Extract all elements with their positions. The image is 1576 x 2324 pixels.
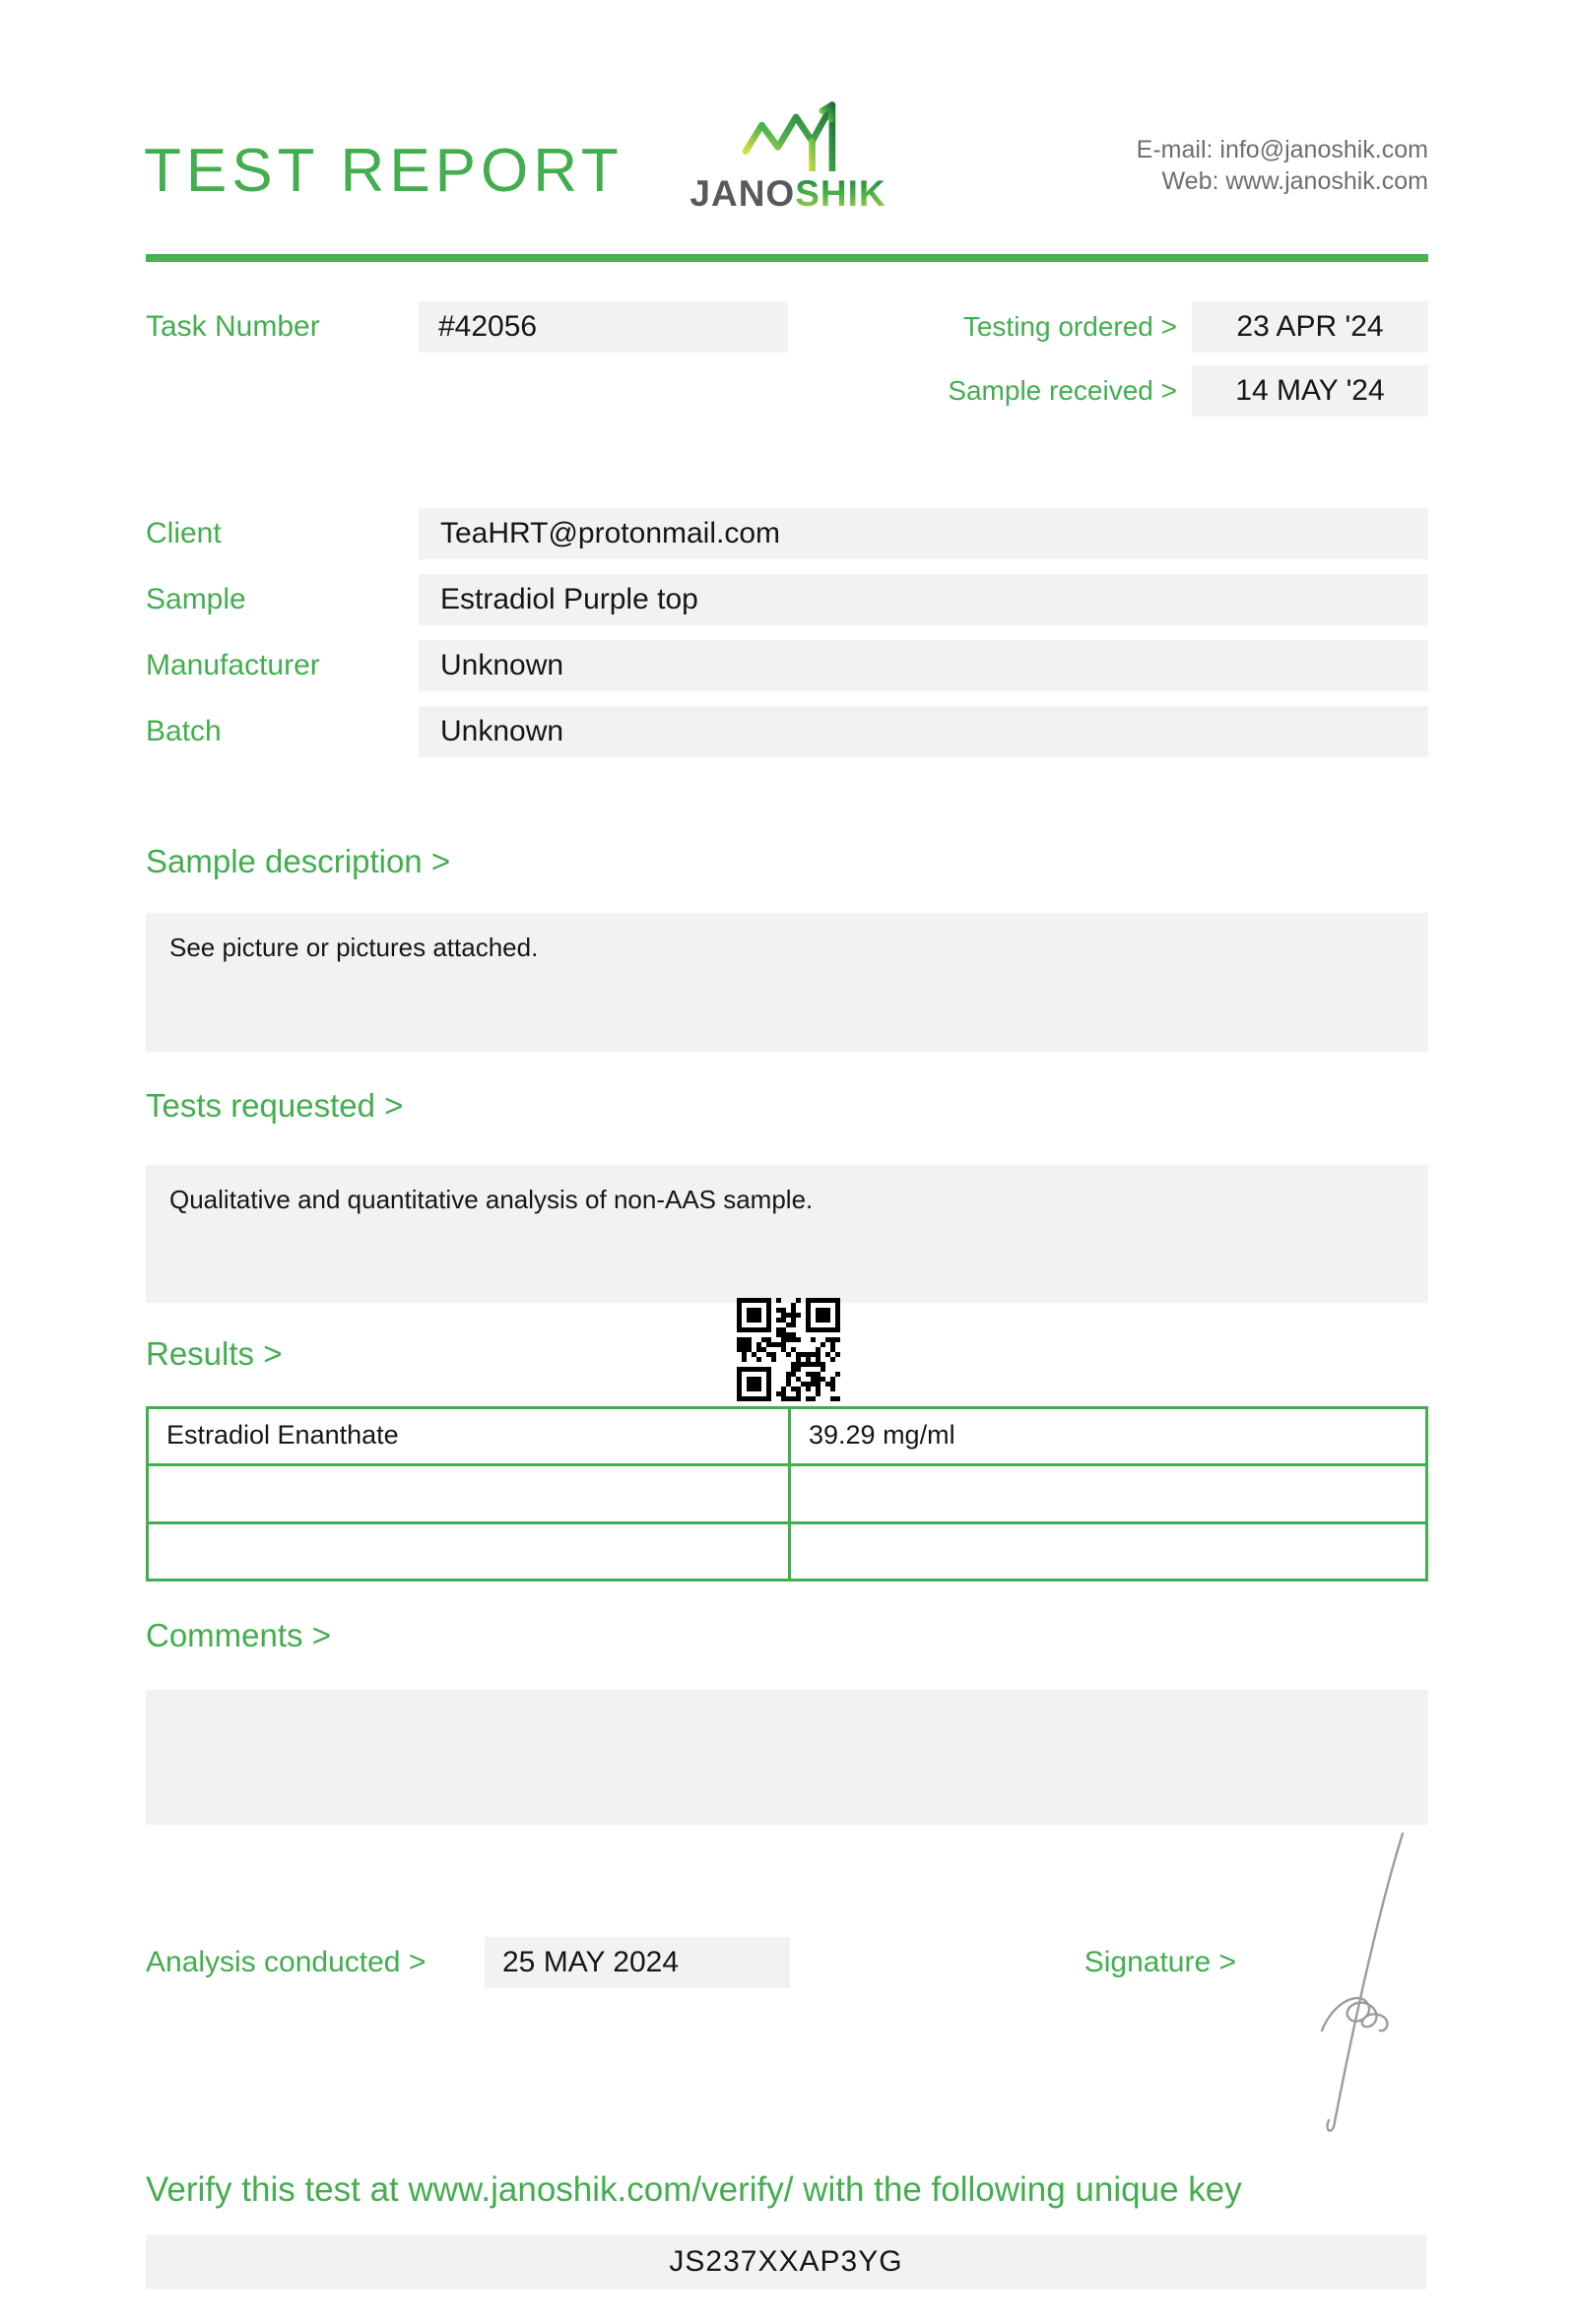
client-label: Client — [146, 517, 222, 549]
analysis-conducted-value: 25 MAY 2024 — [485, 1937, 790, 1988]
manufacturer-value: Unknown — [419, 640, 1428, 691]
manufacturer-label: Manufacturer — [146, 649, 320, 681]
analysis-conducted-label: Analysis conducted > — [146, 1946, 427, 1978]
contact-email: E-mail: info@janoshik.com — [1136, 136, 1428, 163]
result-value-cell — [791, 1524, 1425, 1579]
logo-wordmark — [670, 173, 906, 215]
result-value-cell: 39.29 mg/ml — [791, 1409, 1425, 1463]
logo-jano: JANO — [690, 173, 796, 214]
logo-chart-icon — [731, 75, 849, 171]
batch-label: Batch — [146, 715, 222, 747]
comments-box — [146, 1690, 1428, 1825]
tests-requested-box — [146, 1165, 1428, 1303]
batch-value: Unknown — [419, 706, 1428, 757]
comments-heading: Comments > — [146, 1617, 331, 1653]
result-name-cell — [149, 1524, 788, 1579]
result-name-cell: Estradiol Enanthate — [149, 1409, 788, 1463]
task-number-label: Task Number — [146, 310, 320, 343]
task-number-value: #42056 — [419, 301, 788, 353]
client-value: TeaHRT@protonmail.com — [419, 508, 1428, 559]
sample-label: Sample — [146, 583, 246, 615]
signature-label: Signature > — [1084, 1946, 1236, 1978]
contact-web: Web: www.janoshik.com — [1161, 167, 1428, 195]
page-title: TEST REPORT — [144, 137, 624, 205]
sample-description-text: See picture or pictures attached. — [169, 933, 539, 962]
tests-requested-heading: Tests requested > — [146, 1087, 404, 1124]
unique-key-value: JS237XXAP3YG — [146, 2234, 1426, 2290]
sample-description-box — [146, 913, 1428, 1052]
results-heading: Results > — [146, 1335, 283, 1372]
verify-instruction: Verify this test at www.janoshik.com/verify/ with the following unique key — [146, 2170, 1242, 2209]
testing-ordered-value: 23 APR '24 — [1192, 301, 1428, 353]
signature-image — [1263, 1828, 1420, 2143]
tests-requested-text: Qualitative and quantitative analysis of non-AAS sample. — [169, 1185, 814, 1214]
header-divider — [146, 254, 1428, 262]
result-value-cell — [791, 1466, 1425, 1520]
testing-ordered-label: Testing ordered > — [962, 311, 1177, 342]
result-name-cell — [149, 1466, 788, 1520]
contact-block — [1137, 134, 1428, 197]
qr-code — [737, 1298, 840, 1401]
sample-description-heading: Sample description > — [146, 843, 451, 879]
sample-value: Estradiol Purple top — [419, 574, 1428, 625]
sample-received-value: 14 MAY '24 — [1192, 365, 1428, 417]
logo-shik: SHIK — [795, 173, 886, 214]
results-table — [146, 1406, 1428, 1582]
sample-received-label: Sample received > — [948, 375, 1177, 406]
